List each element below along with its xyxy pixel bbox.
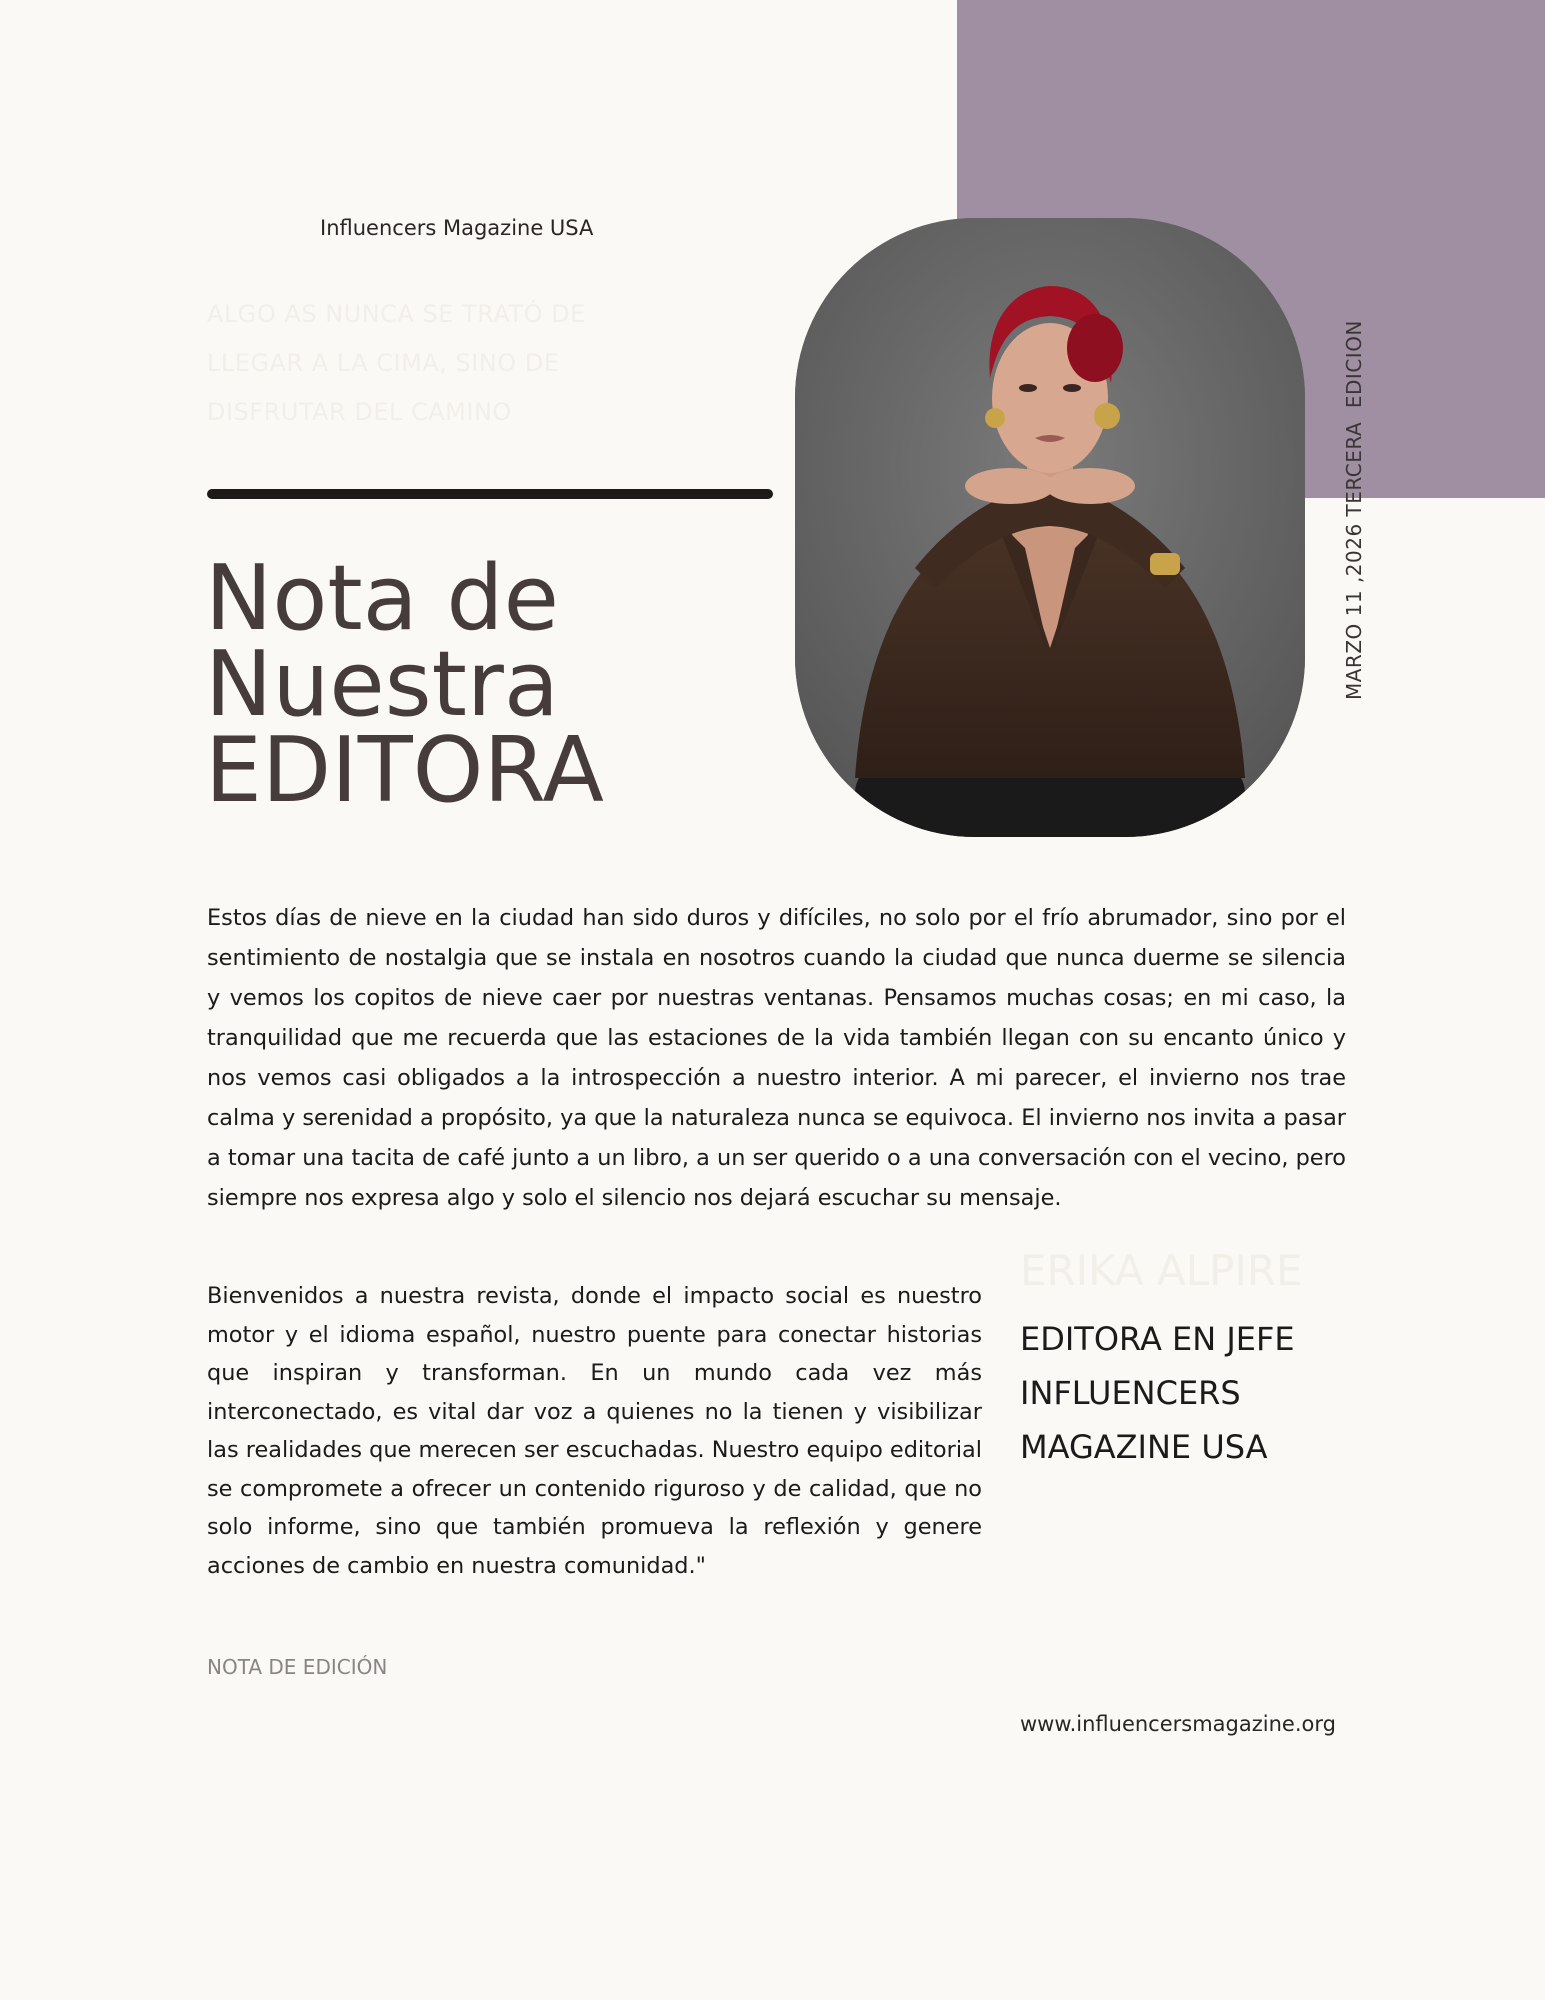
editorial-paragraph-2: Bienvenidos a nuestra revista, donde el impacto social es nuestro motor y el idioma español, nuestro puente para conectar historias que inspiran y transforman. En un mundo cada vez más interconectado, es vital dar voz a quienes no la tienen y visibilizar las realidades que merecen ser escuchadas. Nuestro equipo editorial se compromete a ofrecer un contenido riguroso y de calidad, que no solo informe, sino que también promueva la reflexión y genere acciones de cambio en nuestra comunidad."	[207, 1283, 982, 1579]
editorial-paragraph-1: Estos días de nieve en la ciudad han sido duros y difíciles, no solo por el frío abrumador, sino por el sentimiento de nostalgia que se instala en nosotros cuando la ciudad que nunca duerme se silencia y vemos los copitos de nieve caer por nuestras ventanas. Pensamos muchas cosas; en mi caso, la tranquilidad que me recuerda que las estaciones de la vida también llegan con su encanto único y nos vemos casi obligados a la introspección a nuestro interior. A mi parecer, el invierno nos trae calma y serenidad a propósito, ya que la naturaleza nunca se equivoca. El invierno nos invita a pasar a tomar una tacita de café junto a un libro, a un ser querido o a una conversación con el vecino, pero siempre nos expresa algo y solo el silencio nos dejará escuchar su mensaje.	[207, 905, 1346, 1211]
editor-portrait-illustration	[795, 218, 1305, 837]
editor-portrait-photo	[795, 218, 1305, 837]
page-title	[205, 546, 765, 823]
title-line-2: Nuestra	[205, 632, 560, 737]
title-divider	[207, 489, 773, 499]
title-line-1: Nota de	[205, 546, 559, 651]
editor-role-line-3: MAGAZINE USA	[1020, 1428, 1268, 1466]
website-link[interactable]: www.influencersmagazine.org	[1020, 1712, 1336, 1736]
editor-role	[1020, 1312, 1340, 1474]
section-label: NOTA DE EDICIÓN	[207, 1655, 388, 1679]
editor-role-line-2: INFLUENCERS	[1020, 1374, 1241, 1412]
edition-date-vertical: MARZO 11 ,2026 TERCERA EDICION	[1342, 320, 1366, 700]
editor-name: ERIKA ALPIRE	[1020, 1246, 1303, 1295]
editor-role-line-1: EDITORA EN JEFE	[1020, 1320, 1295, 1358]
title-line-3: EDITORA	[205, 718, 604, 823]
magazine-name: Influencers Magazine USA	[320, 216, 594, 240]
faded-quote: ALGO AS NUNCA SE TRATÓ DE LLEGAR A LA CIMA, SINO DE DISFRUTAR DEL CAMINO	[207, 300, 586, 426]
